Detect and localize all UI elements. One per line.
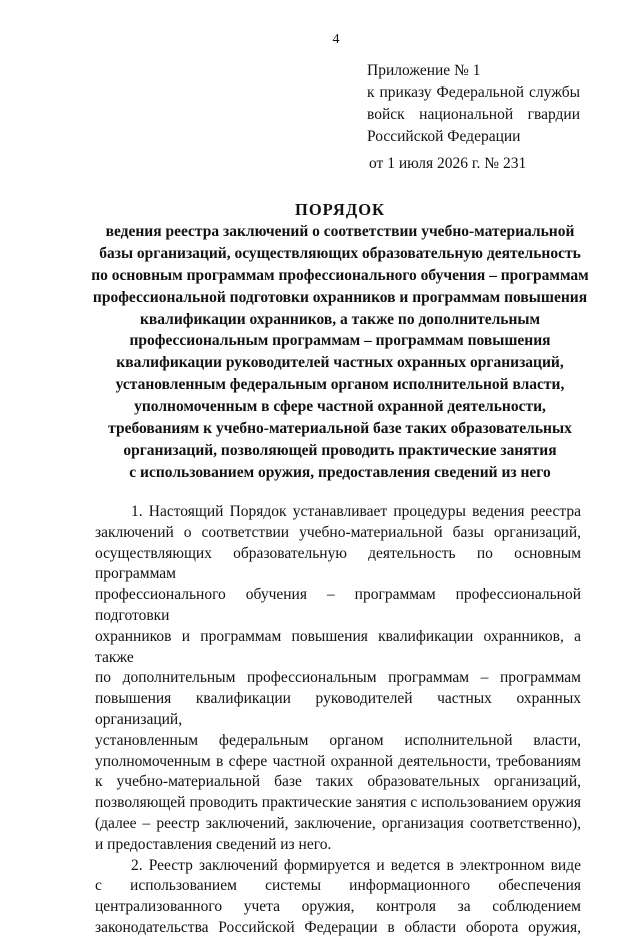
title-line: профессиональным программам – программам повышения <box>129 332 551 350</box>
paragraph-2-line: 2. Реестр заключений формируется и ведется в электронном виде <box>131 856 581 874</box>
title-line: по основным программам профессионального обучения – программам <box>91 266 589 284</box>
title-line: квалификации руководителей частных охранных организаций, <box>116 354 564 372</box>
appendix-service-line: войск национальной гвардии <box>367 106 580 123</box>
paragraph-1-line: повышения квалификации руководителей частных охранных организаций, <box>95 690 581 728</box>
paragraph-1-line: к учебно-материальной базе таких образовательных организаций, <box>95 773 581 791</box>
title-line: требованиям к учебно-материальной базе таких образовательных <box>108 420 572 438</box>
title-line: организаций, позволяющей проводить практические занятия <box>123 441 557 459</box>
paragraph-1-line: осуществляющих образовательную деятельность по основным программам <box>95 544 581 583</box>
paragraph-1-line: по дополнительным профессиональным программам – программам <box>95 669 581 687</box>
appendix-date-line: от 1 июля 2026 г. № 231 <box>369 155 527 172</box>
appendix-title: Приложение № 1 <box>367 62 481 79</box>
paragraph-2-line: с использованием системы информационного обеспечения <box>95 877 581 895</box>
paragraph-2-line: централизованного учета оружия, контроля за соблюдением <box>95 898 581 916</box>
page-number: 4 <box>332 32 340 47</box>
title-line: установленным федеральным органом исполнительной власти, <box>115 376 565 394</box>
title-line: базы организаций, осуществляющих образовательную деятельность <box>99 244 581 262</box>
document-body <box>95 502 581 939</box>
paragraph-1-line: профессионального обучения – программам профессиональной подготовки <box>95 586 581 624</box>
paragraph-1-line: уполномоченным в сфере частной охранной деятельности, требованиям <box>95 752 581 770</box>
paragraph-1-last-line: и предоставления сведений из него. <box>95 835 332 853</box>
paragraph-1-line: охранников и программам повышения квалификации охранников, а также <box>95 627 581 666</box>
paragraph-1-line: заключений о соответствии учебно-материальной базы организаций, <box>95 523 581 541</box>
paragraph-1-line: установленным федеральным органом исполнительной власти, <box>95 731 581 749</box>
appendix-block <box>367 60 580 175</box>
paragraph-1-line: 1. Настоящий Порядок устанавливает процедуры ведения реестра <box>131 503 581 520</box>
title-heading: ПОРЯДОК <box>295 200 385 219</box>
title-line: уполномоченным в сфере частной охранной деятельности, <box>134 398 546 416</box>
appendix-order-line: к приказу Федеральной службы <box>367 84 580 101</box>
title-line: квалификации охранников, а также по дополнительным <box>139 310 541 328</box>
title-line: с использованием оружия, предоставления сведений из него <box>129 463 551 481</box>
paragraph-2-line: законодательства Российской Федерации в области оборота оружия, <box>95 918 581 936</box>
title-line: профессиональной подготовки охранников и программам повышения <box>92 288 588 306</box>
document-title <box>90 199 590 484</box>
paragraph-1-line: позволяющей проводить практические занятия с использованием оружия <box>95 794 581 812</box>
title-line: ведения реестра заключений о соответствии учебно-материальной <box>105 222 575 240</box>
paragraph-1-line: (далее – реестр заключений, заключение, организация соответственно), <box>95 814 581 832</box>
appendix-country-line: Российской Федерации <box>367 128 521 145</box>
